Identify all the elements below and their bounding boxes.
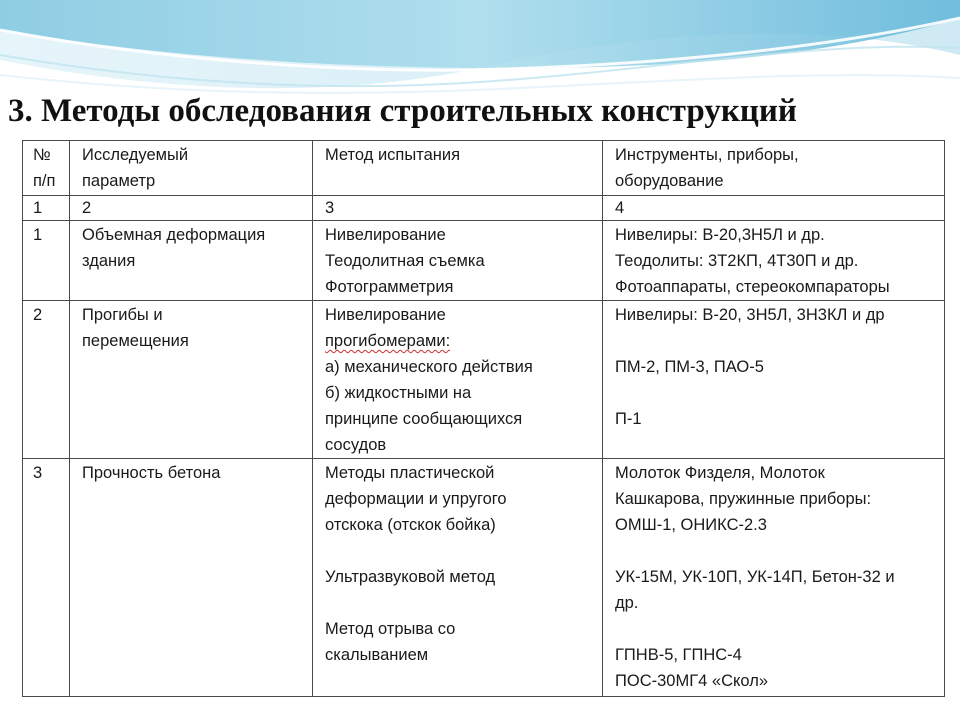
blank-line <box>615 328 932 354</box>
cell-line: Молоток Физделя, Молоток <box>615 464 825 482</box>
header-line: № <box>33 146 51 164</box>
cell-line: ГПНВ-5, ГПНС-4 <box>615 646 742 664</box>
cell-line: перемещения <box>82 332 189 350</box>
blank-line <box>325 590 590 616</box>
cell-line: сосудов <box>325 436 387 454</box>
cell-line: Прочность бетона <box>82 464 221 482</box>
cell-line: ОМШ-1, ОНИКС-2.3 <box>615 516 767 534</box>
header-line: Инструменты, приборы, <box>615 146 799 164</box>
cell-line: Нивелирование <box>325 306 446 324</box>
cell-line: принципе сообщающихся <box>325 410 523 428</box>
cell-line: П-1 <box>615 410 642 428</box>
header-line: оборудование <box>615 172 724 190</box>
column-number-cell: 2 <box>70 196 313 221</box>
table-row <box>23 301 945 459</box>
row-number-cell: 1 <box>23 221 70 301</box>
blank-line <box>325 538 590 564</box>
parameter-cell <box>70 301 313 459</box>
table-header-row <box>23 141 945 196</box>
cell-line: Фотограмметрия <box>325 278 454 296</box>
blank-line <box>615 538 932 564</box>
cell-line: Объемная деформация <box>82 226 266 244</box>
cell-line: Методы пластической <box>325 464 495 482</box>
cell-line: Ультразвуковой метод <box>325 568 496 586</box>
cell-line: Прогибы и <box>82 306 163 324</box>
blank-line <box>615 380 932 406</box>
cell-line: Кашкарова, пружинные приборы: <box>615 490 872 508</box>
column-number-cell: 4 <box>603 196 945 221</box>
header-parameter-column <box>70 141 313 196</box>
method-cell <box>313 221 603 301</box>
cell-line: Теодолиты: 3Т2КП, 4Т30П и др. <box>615 252 859 270</box>
column-number-row <box>23 196 945 221</box>
slide-title: 3. Методы обследования строительных конструкций <box>8 93 797 129</box>
header-number-column <box>23 141 70 196</box>
cell-line: Нивелиры: В-20, 3Н5Л, 3Н3КЛ и др <box>615 306 885 324</box>
method-cell <box>313 301 603 459</box>
header-method-column <box>313 141 603 196</box>
cell-line: б) жидкостными на <box>325 384 472 402</box>
parameter-cell <box>70 459 313 697</box>
cell-line: прогибомерами: <box>325 332 451 350</box>
cell-line: деформации и упругого <box>325 490 507 508</box>
cell-line: скалыванием <box>325 646 429 664</box>
row-number-cell: 3 <box>23 459 70 697</box>
table-row <box>23 459 945 697</box>
instruments-cell <box>603 459 945 697</box>
header-line: параметр <box>82 172 156 190</box>
methods-table <box>22 140 945 697</box>
cell-line: Фотоаппараты, стереокомпараторы <box>615 278 890 296</box>
column-number-cell: 3 <box>313 196 603 221</box>
header-line: Исследуемый <box>82 146 189 164</box>
decorative-wave-header <box>0 0 960 100</box>
instruments-cell <box>603 221 945 301</box>
cell-line: УК-15М, УК-10П, УК-14П, Бетон-32 и <box>615 568 895 586</box>
cell-line: ПОС-30МГ4 «Скол» <box>615 672 769 690</box>
cell-line: а) механического действия <box>325 358 533 376</box>
table-row <box>23 221 945 301</box>
blank-line <box>615 616 932 642</box>
cell-line: Теодолитная съемка <box>325 252 485 270</box>
cell-line: отскока (отскок бойка) <box>325 516 496 534</box>
cell-line: здания <box>82 252 136 270</box>
cell-line: Нивелиры: В-20,3Н5Л и др. <box>615 226 825 244</box>
header-instruments-column <box>603 141 945 196</box>
instruments-cell <box>603 301 945 459</box>
cell-line: Нивелирование <box>325 226 446 244</box>
parameter-cell <box>70 221 313 301</box>
header-line: п/п <box>33 172 56 190</box>
column-number-cell: 1 <box>23 196 70 221</box>
cell-line: Метод отрыва со <box>325 620 456 638</box>
method-cell <box>313 459 603 697</box>
row-number-cell: 2 <box>23 301 70 459</box>
cell-line: ПМ-2, ПМ-3, ПАО-5 <box>615 358 764 376</box>
header-line: Метод испытания <box>325 146 461 164</box>
cell-line: др. <box>615 594 639 612</box>
